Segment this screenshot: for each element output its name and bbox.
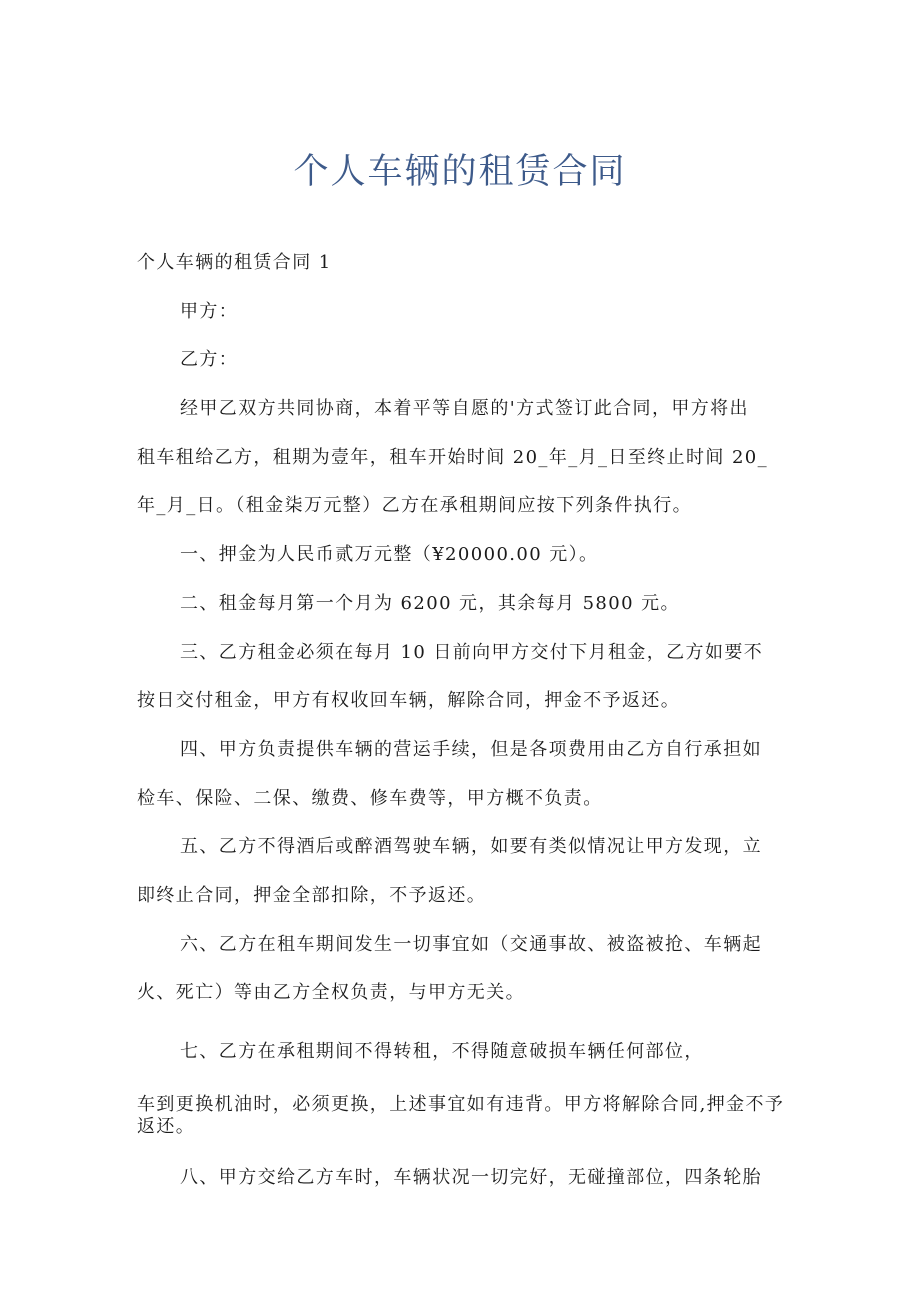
spacer [137, 1138, 789, 1159]
clause-3-line-2: 按日交付租金，甲方有权收回车辆，解除合同，押金不予返还。 [137, 690, 681, 712]
clause-7-line-1: 七、乙方在承租期间不得转租，不得随意破损车辆任何部位， [180, 1041, 704, 1062]
preamble-line-1: 经甲乙双方共同协商，本着平等自愿的'方式签订此合同，甲方将出 [180, 398, 749, 420]
clause-1: 一、押金为人民币贰万元整（¥20000.00 元）。 [180, 544, 599, 566]
clause-3-line-1: 三、乙方租金必须在每月 10 日前向甲方交付下月租金，乙方如要不 [180, 641, 764, 663]
document-body [137, 244, 789, 1207]
section-heading: 个人车辆的租赁合同 1 [137, 252, 332, 273]
clause-8-line-1: 八、甲方交给乙方车时，车辆状况一切完好，无碰撞部位，四条轮胎 [180, 1166, 762, 1188]
clause-4-line-2: 检车、保险、二保、缴费、修车费等，甲方概不负责。 [137, 787, 603, 809]
party-b-line: 乙方： [180, 349, 239, 371]
preamble-line-3: 年_月_日。（租金柒万元整）乙方在承租期间应按下列条件执行。 [137, 495, 692, 517]
preamble-line-2: 租车租给乙方，租期为壹年，租车开始时间 20_年_月_日至终止时间 20_ [137, 446, 769, 468]
clause-5-line-2: 即终止合同，押金全部扣除，不予返还。 [137, 884, 487, 906]
clause-4-line-1: 四、甲方负责提供车辆的营运手续，但是各项费用由乙方自行承担如 [180, 738, 762, 760]
clause-6-line-1: 六、乙方在租车期间发生一切事宜如（交通事故、被盗被抢、车辆起 [180, 933, 762, 955]
clause-2: 二、租金每月第一个月为 6200 元，其余每月 5800 元。 [180, 592, 680, 614]
clause-6-line-2: 火、死亡）等由乙方全权负责，与甲方无关。 [137, 982, 525, 1004]
spacer [137, 1023, 789, 1033]
document-title: 个人车辆的租赁合同 [293, 152, 627, 192]
clause-7-line-2: 车到更换机油时，必须更换，上述事宜如有违背。甲方将解除合同,押金不予返还。 [137, 1093, 785, 1137]
party-a-line: 甲方： [180, 300, 239, 322]
clause-5-line-1: 五、乙方不得酒后或醉酒驾驶车辆，如要有类似情况让甲方发现，立 [180, 836, 762, 858]
